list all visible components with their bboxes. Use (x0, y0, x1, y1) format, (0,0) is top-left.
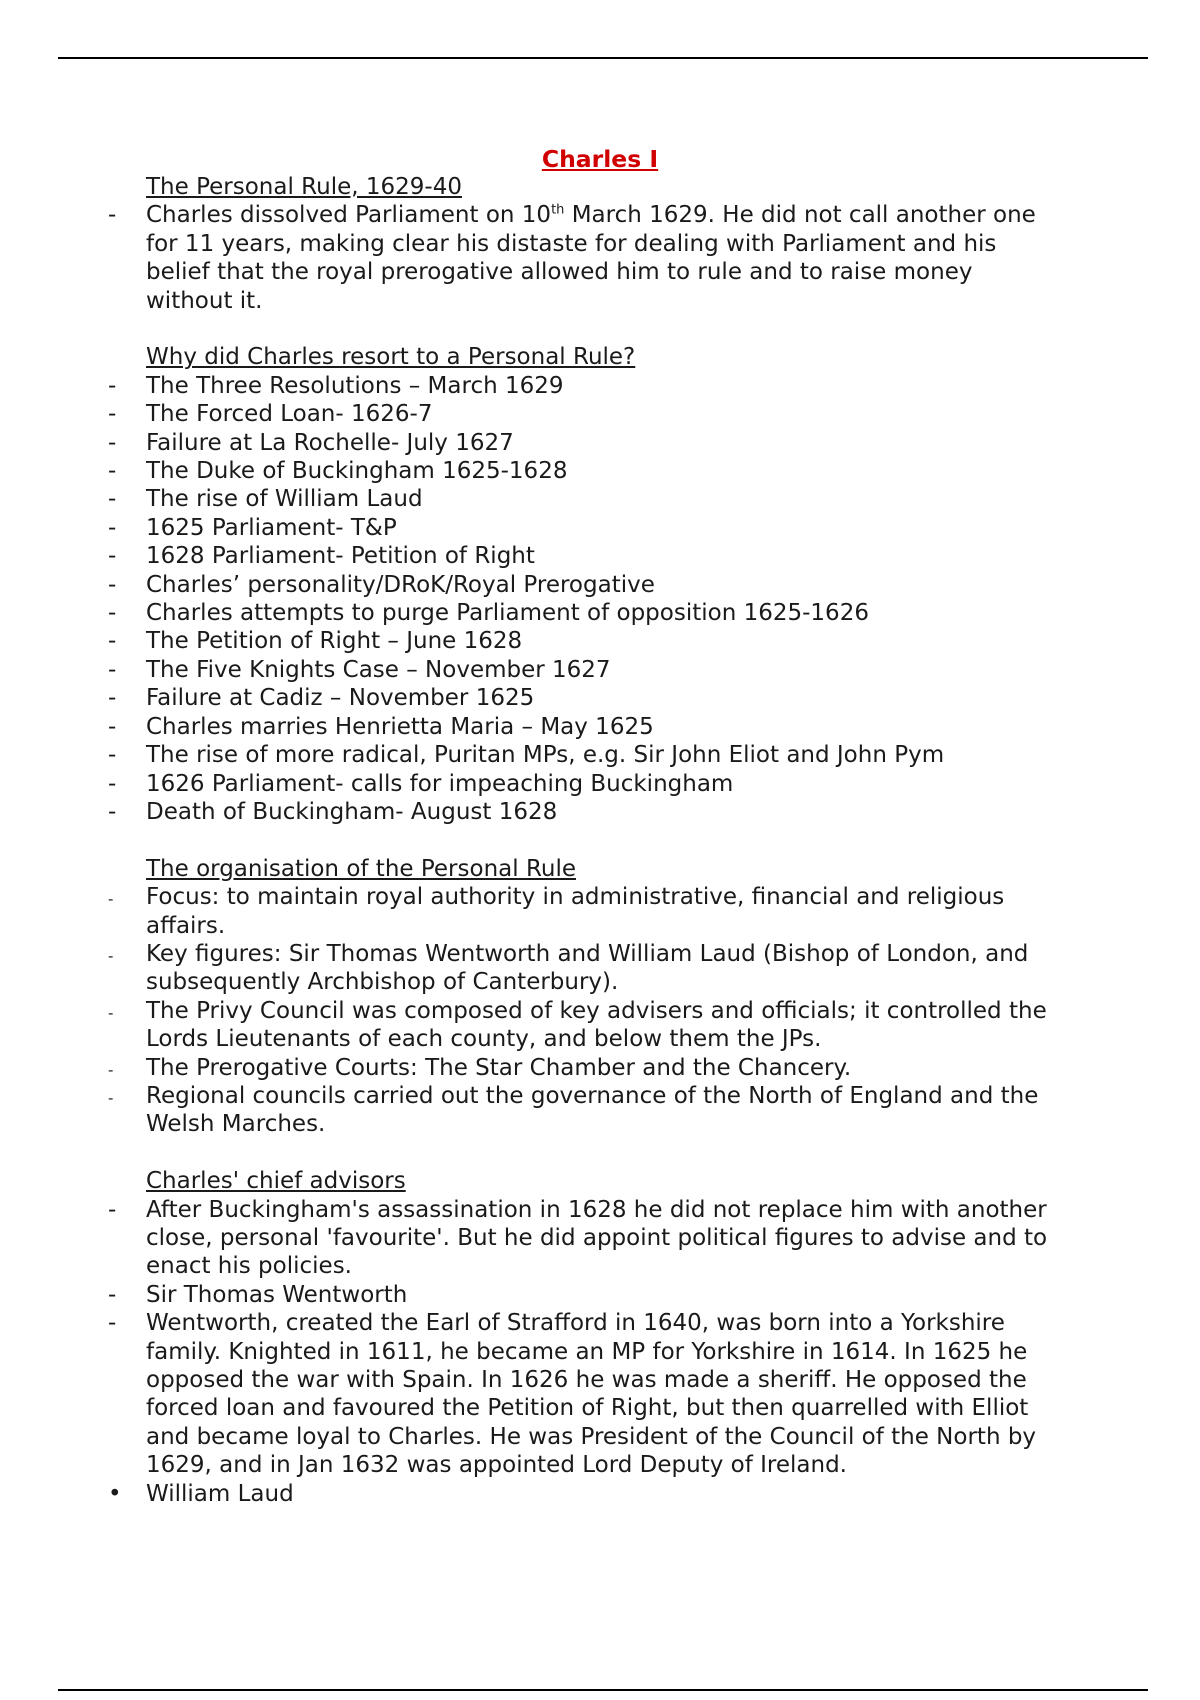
item-text: The Prerogative Courts: The Star Chamber and the Chancery. (146, 1054, 852, 1081)
list-item (0, 400, 1200, 428)
section-chief-advisors (0, 1167, 1200, 1508)
item-text: 1628 Parliament- Petition of Right (146, 543, 535, 570)
item-text: Death of Buckingham- August 1628 (146, 798, 558, 825)
bullet-list (0, 372, 1200, 827)
item-text: William Laud (146, 1480, 294, 1507)
item-text: Sir Thomas Wentworth (146, 1281, 408, 1308)
item-text: The Three Resolutions – March 1629 (146, 372, 564, 399)
section-why-personal-rule (0, 343, 1200, 826)
item-text: Regional councils carried out the governance of the North of England and the Welsh Marches. (146, 1082, 1039, 1138)
list-item (0, 770, 1200, 798)
list-item (0, 457, 1200, 485)
list-item (0, 883, 1200, 940)
item-text: Failure at Cadiz – November 1625 (146, 685, 535, 712)
list-item (0, 485, 1200, 513)
item-text: Focus: to maintain royal authority in administrative, financial and religious affairs. (146, 884, 1005, 939)
list-item (0, 599, 1200, 627)
list-item (0, 741, 1200, 769)
bullet-marker: - (108, 514, 117, 541)
list-item (0, 1281, 1200, 1309)
footer-rule (58, 1689, 1148, 1691)
list-item (0, 656, 1200, 684)
bullet-marker: - (108, 202, 117, 229)
item-text: After Buckingham's assassination in 1628 he did not replace him with another close, personal 'favourite'. But he did appoint political figures to advise and to enact his policies. (146, 1196, 1048, 1280)
bullet-marker: - (108, 890, 114, 909)
item-text: Charles marries Henrietta Maria – May 1625 (146, 713, 654, 740)
bullet-marker: - (108, 429, 117, 456)
list-item (0, 201, 1200, 315)
item-text: The Duke of Buckingham 1625-1628 (146, 458, 568, 485)
list-item (0, 1196, 1200, 1281)
bullet-marker: - (108, 458, 117, 485)
bullet-marker: - (108, 372, 117, 399)
list-item (0, 571, 1200, 599)
paragraph-gap (0, 315, 1200, 343)
list-item (0, 1082, 1200, 1139)
section-heading: Charles' chief advisors (146, 1168, 406, 1195)
item-text: Charles attempts to purge Parliament of opposition 1625-1626 (146, 600, 869, 627)
document-body (0, 145, 1200, 1508)
bullet-marker: - (108, 1003, 114, 1022)
item-text: The rise of William Laud (146, 486, 423, 513)
section-heading: The Personal Rule, 1629-40 (146, 174, 462, 200)
list-item (0, 684, 1200, 712)
item-text: The Forced Loan- 1626-7 (146, 401, 433, 428)
bullet-list (0, 1196, 1200, 1508)
bullet-marker: - (108, 1310, 117, 1337)
bullet-marker: - (108, 628, 117, 655)
bullet-marker: - (108, 401, 117, 428)
bullet-marker: - (108, 1088, 114, 1107)
list-item (0, 429, 1200, 457)
bullet-marker: - (108, 656, 117, 683)
list-item (0, 627, 1200, 655)
document-title: Charles I (541, 145, 659, 173)
item-text-start: Charles dissolved Parliament on 10 (146, 202, 552, 229)
paragraph-gap (0, 1139, 1200, 1167)
list-item (0, 1054, 1200, 1082)
item-text: Charles’ personality/DRoK/Royal Prerogative (146, 571, 655, 598)
bullet-marker: - (108, 1281, 117, 1308)
list-item (0, 372, 1200, 400)
list-item (0, 514, 1200, 542)
list-item (0, 713, 1200, 741)
item-text: The Petition of Right – June 1628 (146, 628, 523, 655)
bullet-marker: - (108, 486, 117, 513)
bullet-marker: - (108, 798, 117, 825)
paragraph-gap (0, 826, 1200, 854)
bullet-dot-marker: • (108, 1480, 122, 1507)
item-text: The Privy Council was composed of key advisers and officials; it controlled the Lords Lieutenants of each county, and below them the JPs. (146, 997, 1047, 1053)
bullet-marker: - (108, 1196, 117, 1223)
section-organisation (0, 855, 1200, 1139)
section-heading: Why did Charles resort to a Personal Rule? (146, 344, 636, 371)
item-text: 1626 Parliament- calls for impeaching Buckingham (146, 770, 734, 797)
header-rule (58, 57, 1148, 59)
item-text: The Five Knights Case – November 1627 (146, 656, 611, 683)
bullet-marker: - (108, 1060, 114, 1079)
bullet-list (0, 201, 1200, 315)
item-text: The rise of more radical, Puritan MPs, e.g. Sir John Eliot and John Pym (146, 742, 945, 769)
section-heading: The organisation of the Personal Rule (146, 855, 577, 882)
bullet-marker: - (108, 946, 114, 965)
list-item (0, 1309, 1200, 1479)
section-personal-rule (0, 173, 1200, 315)
list-item (0, 798, 1200, 826)
bullet-marker: - (108, 600, 117, 627)
bullet-marker: - (108, 685, 117, 712)
bullet-list (0, 883, 1200, 1139)
item-text: Wentworth, created the Earl of Strafford in 1640, was born into a Yorkshire family. Knighted in 1611, he became an MP for Yorkshire in 1614. In 1625 he opposed the war with Spain. In 1626 he was made a sheriff. He opposed the forced loan and favoured the Petition of Right, but then quarrelled with Elliot and became loyal to Charles. He was President of the Council of the North by 1629, and in Jan 1632 was appointed Lord Deputy of Ireland. (146, 1310, 1037, 1479)
ordinal-suffix: th (551, 202, 565, 218)
item-text: Failure at La Rochelle- July 1627 (146, 429, 514, 456)
item-text: 1625 Parliament- T&P (146, 514, 397, 541)
bullet-marker: - (108, 571, 117, 598)
list-item (0, 940, 1200, 997)
list-item (0, 542, 1200, 570)
bullet-marker: - (108, 770, 117, 797)
bullet-marker: - (108, 543, 117, 570)
bullet-marker: - (108, 713, 117, 740)
item-text-end: March 1629. He did not call another one for 11 years, making clear his distaste for dealing with Parliament and his belief that the royal prerogative allowed him to rule and to raise money without it. (146, 202, 1036, 314)
item-text: Key figures: Sir Thomas Wentworth and William Laud (Bishop of London, and subsequently Archbishop of Canterbury). (146, 940, 1029, 996)
bullet-marker: - (108, 742, 117, 769)
list-item (0, 997, 1200, 1054)
list-item (0, 1480, 1200, 1508)
